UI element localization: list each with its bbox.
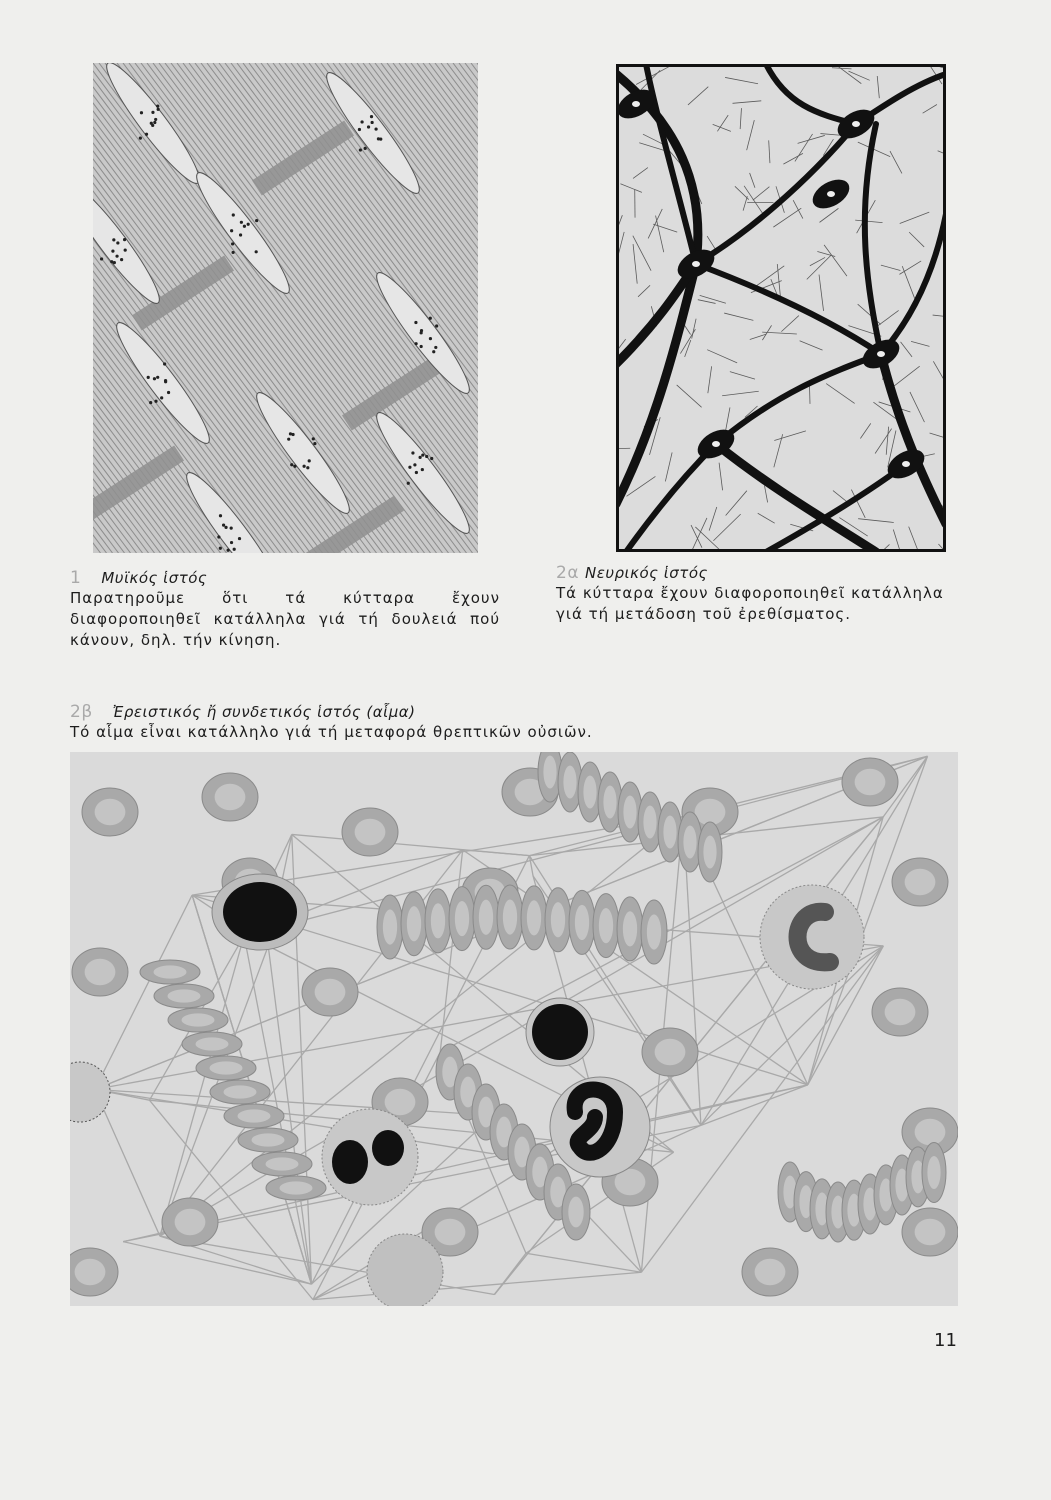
blood-tissue-drawing bbox=[70, 752, 958, 1306]
page-number: 11 bbox=[934, 1330, 957, 1351]
blood-caption bbox=[70, 702, 690, 743]
muscle-figure-number: 1 bbox=[70, 568, 82, 588]
blood-description: Τό αἷμα εἶναι κατάλληλο γιά τή μεταφορά θρεπτικῶν οὐσιῶν. bbox=[70, 723, 593, 741]
muscle-caption-title bbox=[70, 568, 500, 588]
blood-caption-title bbox=[70, 702, 690, 722]
muscle-description: Παρατηροῦμε ὅτι τά κύτταρα ἔχουν διαφοροποιηθεῖ κατάλληλα γιά τή δουλειά πού κάνουν, δηλ. τήν κίνηση. bbox=[70, 589, 500, 649]
nerve-caption bbox=[556, 563, 951, 625]
nerve-figure-number: 2α bbox=[556, 563, 580, 583]
blood-tissue-illustration bbox=[70, 752, 958, 1306]
nerve-description: Τά κύτταρα ἔχουν διαφοροποιηθεῖ κατάλληλα γιά τή μετάδοση τοῦ ἐρεθίσματος. bbox=[556, 584, 944, 623]
blood-figure-number: 2β bbox=[70, 702, 93, 722]
muscle-caption bbox=[70, 568, 500, 651]
nerve-tissue-drawing bbox=[616, 64, 946, 552]
nerve-tissue-illustration bbox=[616, 64, 946, 552]
nerve-caption-title bbox=[556, 563, 951, 583]
blood-title: Ἐρειστικός ἤ συνδετικός ἱστός (αἷμα) bbox=[112, 703, 416, 721]
muscle-tissue-drawing bbox=[93, 63, 478, 553]
nerve-title: Νευρικός ἱστός bbox=[585, 564, 708, 582]
muscle-tissue-illustration bbox=[93, 63, 478, 553]
muscle-title: Μυϊκός ἱστός bbox=[101, 569, 208, 587]
